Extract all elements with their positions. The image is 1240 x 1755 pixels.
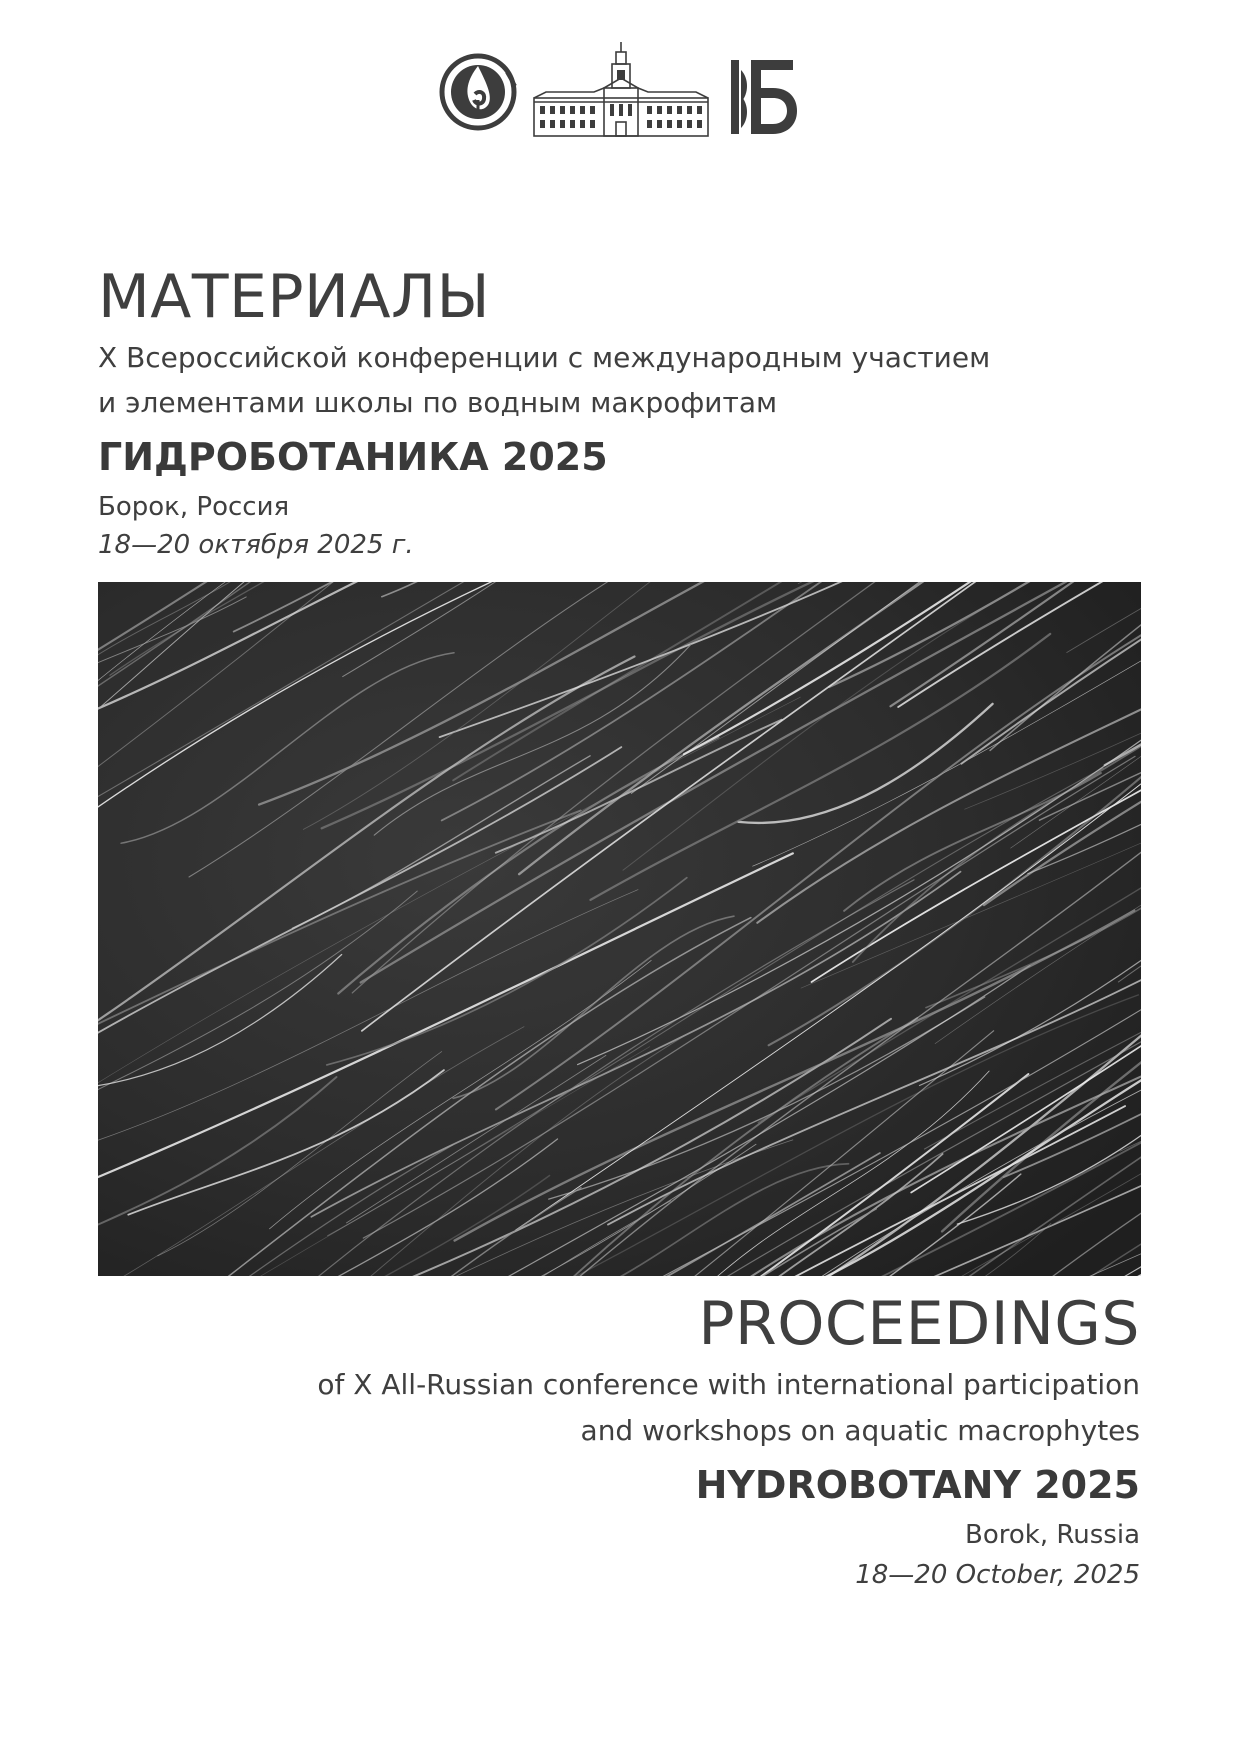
ru-subtitle-line1: X Всероссийской конференции с международным участием xyxy=(98,341,991,374)
ru-conference-name: ГИДРОБОТАНИКА 2025 xyxy=(98,435,608,479)
ru-dates: 18—20 октября 2025 г. xyxy=(98,530,414,560)
ru-title: МАТЕРИАЛЫ xyxy=(98,262,491,332)
hydrobotany-society-icon xyxy=(727,42,799,140)
en-subtitle-line2: and workshops on aquatic macrophytes xyxy=(580,1414,1140,1447)
institute-building-icon xyxy=(532,42,710,140)
ru-place: Борок, Россия xyxy=(98,492,290,522)
en-conference-name: HYDROBOTANY 2025 xyxy=(695,1463,1140,1507)
logo-row xyxy=(0,42,1240,140)
en-place: Borok, Russia xyxy=(965,1520,1140,1550)
en-dates: 18—20 October, 2025 xyxy=(855,1560,1140,1590)
en-subtitle-line1: of X All-Russian conference with international participation xyxy=(317,1368,1140,1401)
en-title: PROCEEDINGS xyxy=(698,1289,1140,1359)
underwater-macrophytes-photo xyxy=(98,582,1141,1276)
ru-subtitle-line2: и элементами школы по водным макрофитам xyxy=(98,386,778,419)
ibiw-emblem-icon xyxy=(437,42,519,140)
